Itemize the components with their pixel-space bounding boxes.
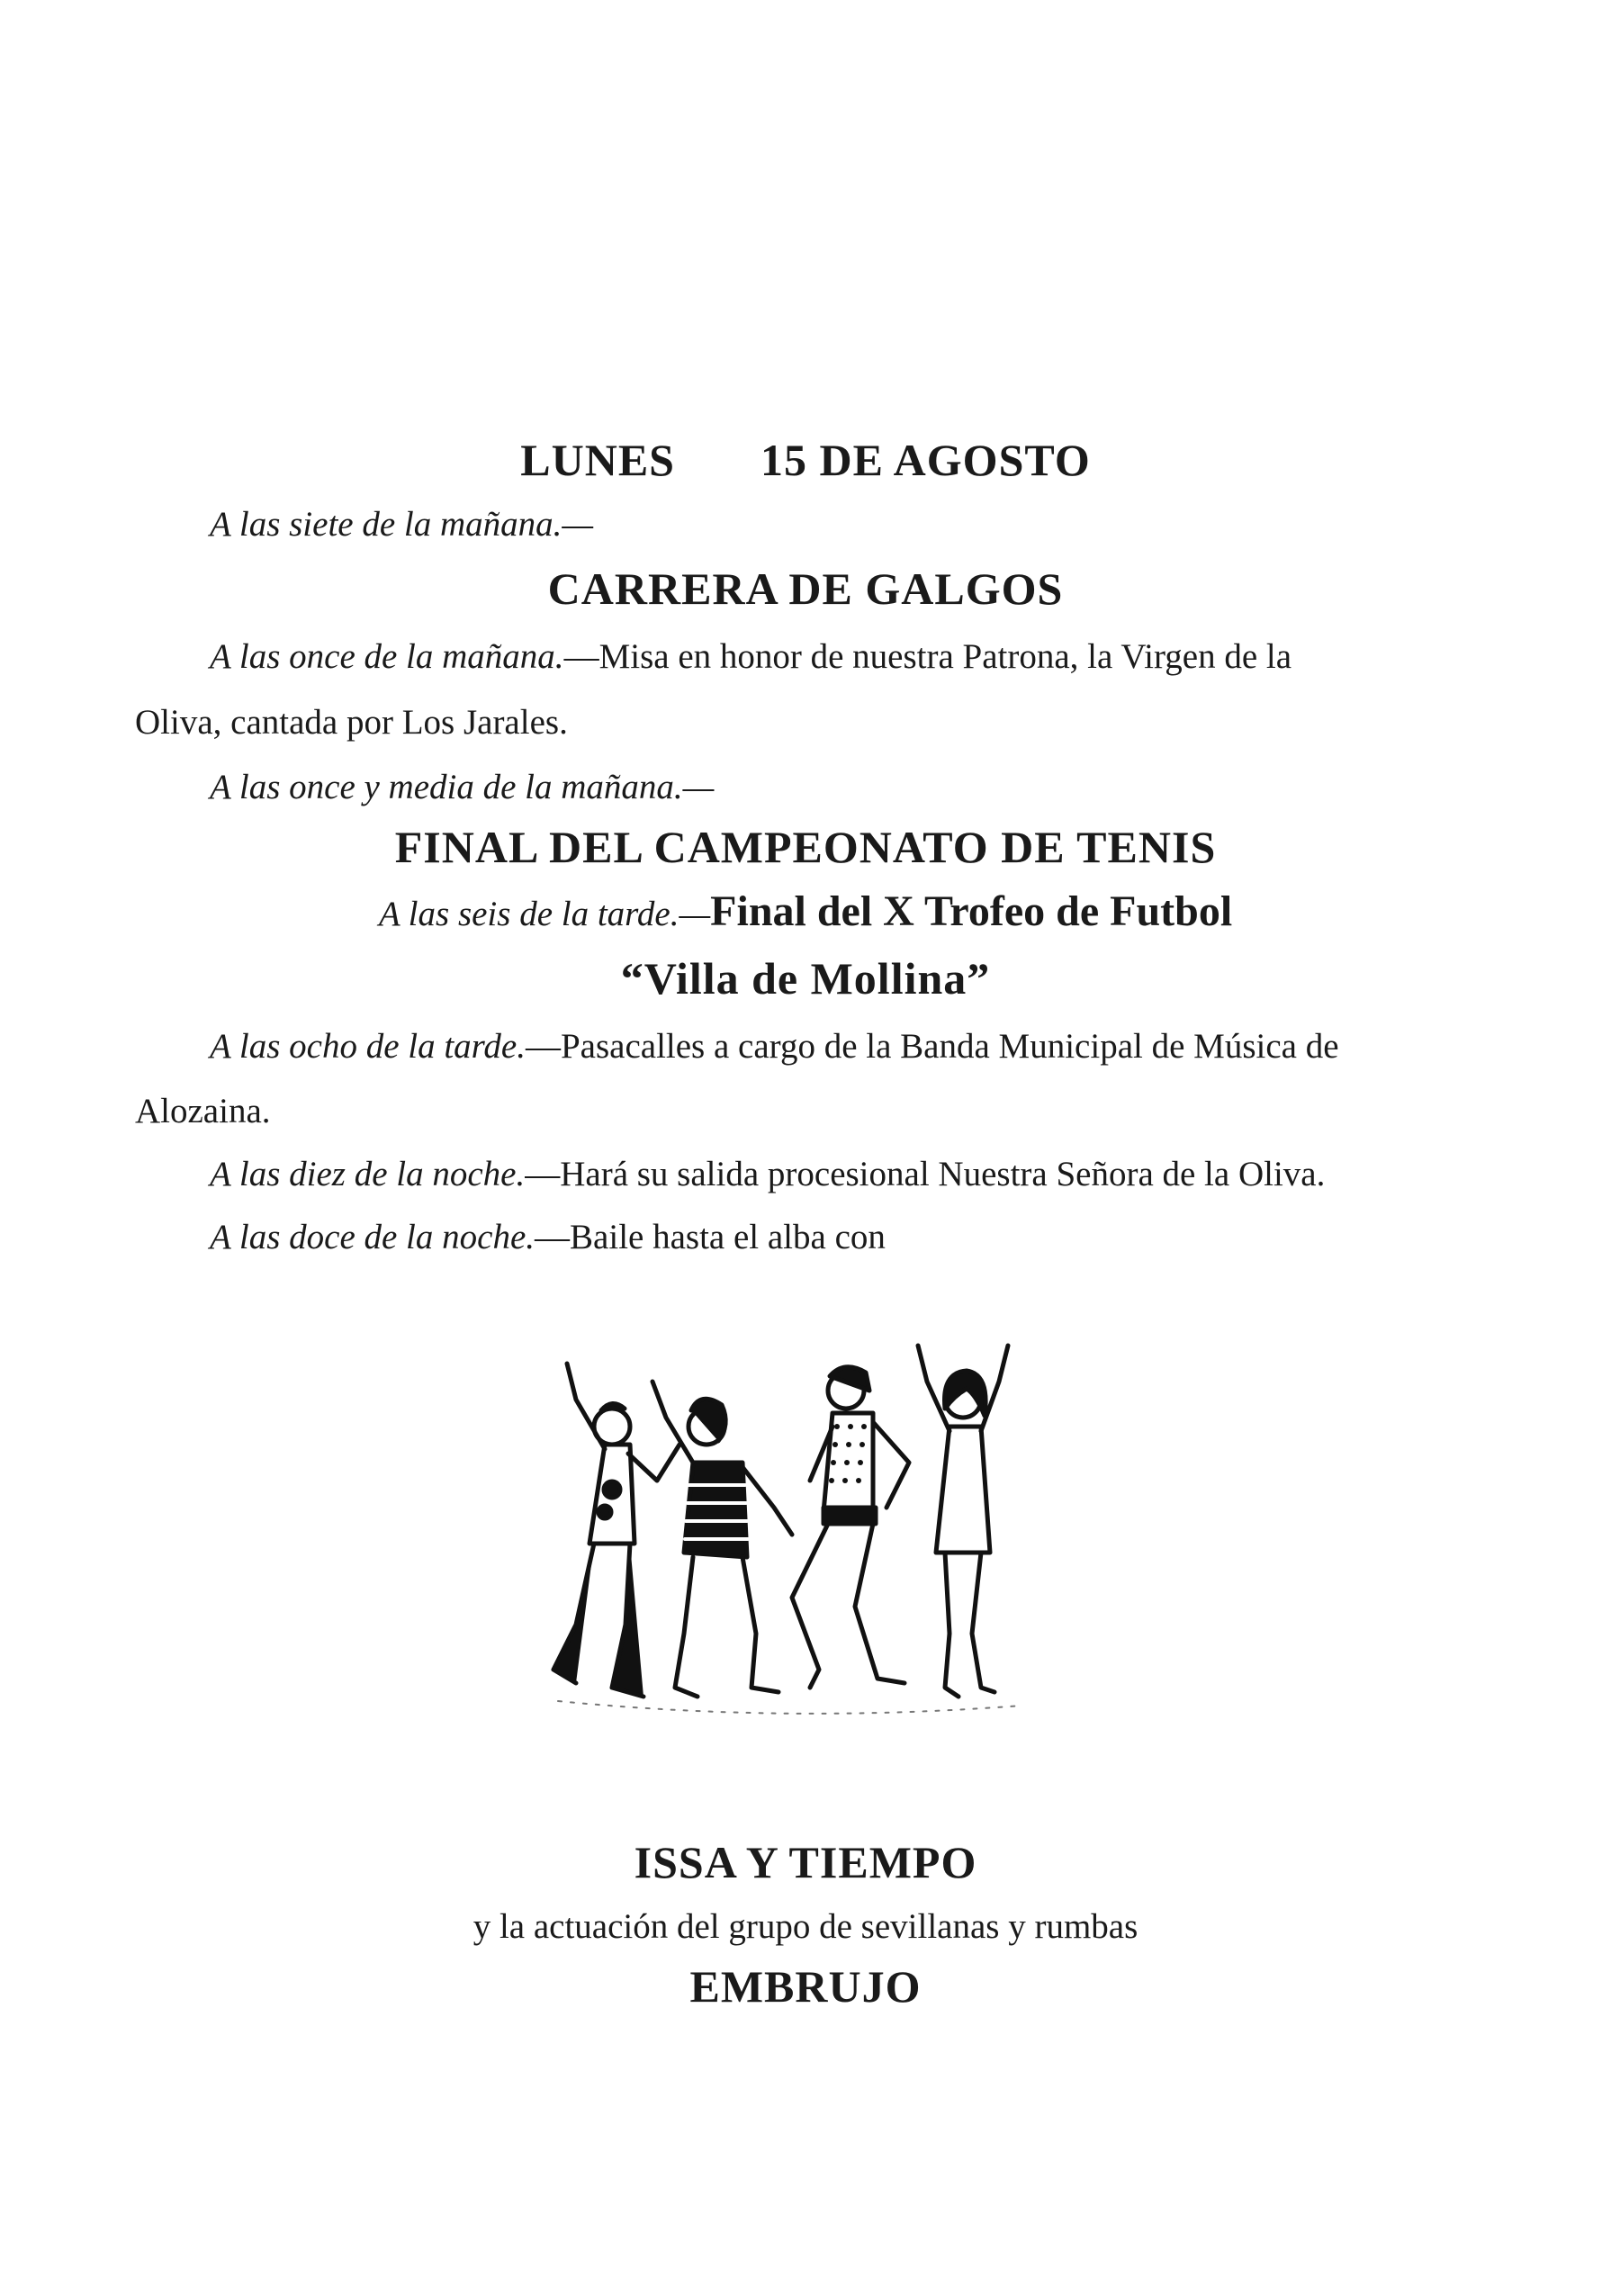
dancer-4-icon — [918, 1346, 1008, 1697]
dancer-3-icon — [792, 1367, 909, 1688]
event-6-line — [210, 1154, 1325, 1194]
day-date: 15 DE AGOSTO — [760, 435, 1091, 485]
event-3-time: A las once y media de la mañana.— — [210, 768, 715, 806]
event-7-text: —Baile hasta el alba con — [535, 1218, 886, 1256]
event-5-text-b: Alozaina. — [135, 1092, 271, 1130]
event-1-time: A las siete de la mañana.— — [210, 505, 594, 544]
event-2-text-b: Oliva, cantada por Los Jarales. — [135, 703, 568, 742]
event-6-time: A las diez de la noche. — [210, 1155, 526, 1193]
event-5-time: A las ocho de la tarde. — [210, 1027, 526, 1066]
event-4-title-b: “Villa de Mollina” — [620, 953, 991, 1004]
event-4-line — [0, 887, 1611, 936]
event-2-line-1 — [210, 636, 1292, 677]
event-2-time: A las once de la mañana. — [210, 637, 564, 676]
event-1-title: CARRERA DE GALGOS — [547, 563, 1064, 614]
event-3-title: FINAL DEL CAMPEONATO DE TENIS — [394, 822, 1217, 872]
event-7-line — [210, 1217, 886, 1257]
dancing-couples-icon — [549, 1328, 1026, 1751]
event-2-text-a: —Misa en honor de nuestra Patrona, la Virgen de la — [563, 637, 1292, 676]
event-5-text-a: —Pasacalles a cargo de la Banda Municipal de Música de — [525, 1027, 1339, 1066]
closing-subtitle: y la actuación del grupo de sevillanas y rumbas — [472, 1907, 1138, 1946]
event-4-title-a: Final del X Trofeo de Futbol — [710, 887, 1233, 935]
event-5-line-1 — [210, 1026, 1339, 1067]
dancer-1-icon — [554, 1364, 680, 1697]
group-name: EMBRUJO — [689, 1961, 922, 2012]
event-6-text: —Hará su salida procesional Nuestra Señora de la Oliva. — [525, 1155, 1326, 1193]
day-heading — [0, 434, 1611, 486]
band-name: ISSA Y TIEMPO — [634, 1837, 977, 1887]
event-7-time: A las doce de la noche. — [210, 1218, 536, 1256]
event-4-time: A las seis de la tarde.— — [378, 895, 711, 933]
dancer-2-icon — [652, 1382, 792, 1697]
day-weekday: LUNES — [520, 435, 675, 485]
